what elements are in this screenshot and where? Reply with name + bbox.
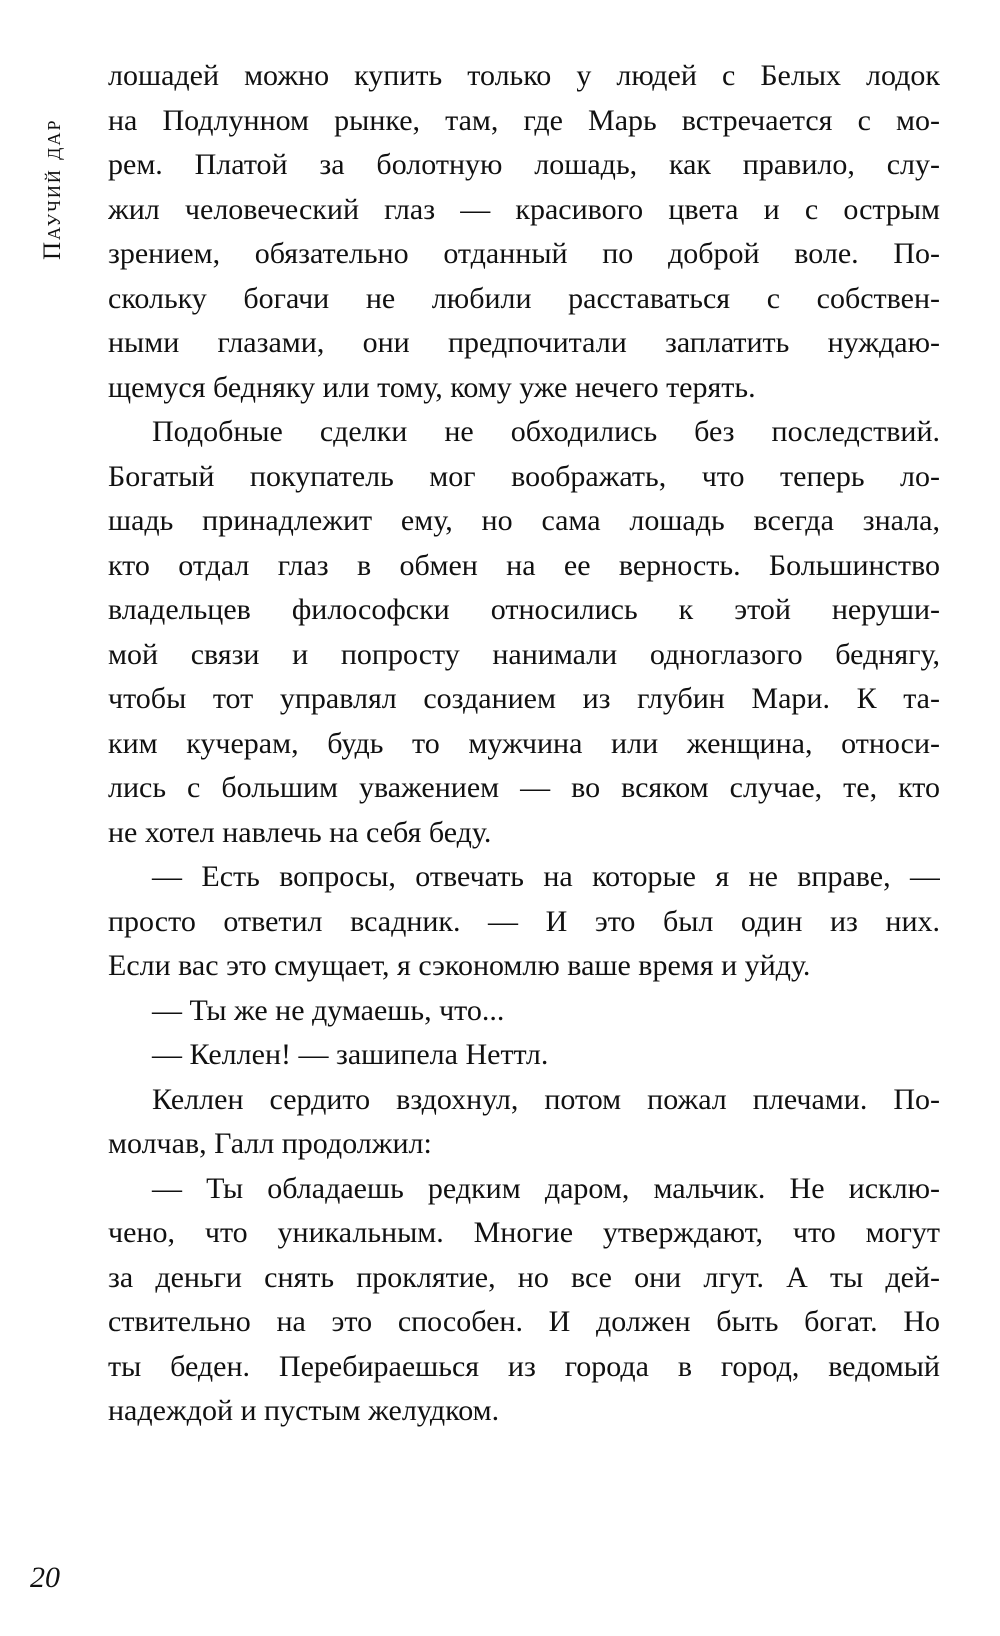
text-line: — Келлен! — зашипела Неттл.	[152, 1038, 549, 1071]
text-line: просто ответил всадник. — И это был один из них.	[108, 904, 940, 938]
text-line: чено, что уникальным. Многие утверждают, что могут	[108, 1216, 940, 1249]
text-line: Богатый покупатель мог воображать, что теперь ло-	[108, 459, 940, 493]
text-line: — Есть вопросы, отвечать на которые я не вправе, —	[152, 860, 940, 893]
page-number: 20	[30, 1561, 60, 1594]
text-line: мой связи и попросту нанимали одноглазого беднягу,	[108, 637, 940, 671]
text-line: лошадей можно купить только у людей с Белых лодок	[108, 59, 940, 92]
text-line: лись с большим уважением — во всяком случае, те, кто	[108, 771, 940, 804]
text-line: рем. Платой за болотную лошадь, как правило, слу-	[108, 148, 940, 181]
text-line: зрением, обязательно отданный по доброй воле. По-	[108, 237, 940, 270]
text-line: ты беден. Перебираешься из города в город, ведомый	[108, 1349, 940, 1383]
text-line: — Ты обладаешь редким даром, мальчик. Не исклю-	[152, 1171, 940, 1205]
text-line: ким кучерам, будь то мужчина или женщина, относи-	[108, 726, 940, 760]
text-line: за деньги снять проклятие, но все они лгут. А ты дей-	[108, 1260, 940, 1294]
text-line: чтобы тот управлял созданием из глубин Мари. К та-	[108, 682, 940, 715]
text-line: Подобные сделки не обходились без последствий.	[152, 415, 940, 448]
text-line: ными глазами, они предпочитали заплатить нуждаю-	[108, 326, 940, 359]
body-text	[108, 54, 940, 1434]
text-line: жил человеческий глаз — красивого цвета и с острым	[108, 192, 940, 226]
text-line: не хотел навлечь на себя беду.	[108, 815, 492, 849]
text-line: — Ты же не думаешь, что...	[152, 993, 505, 1027]
text-line: надеждой и пустым желудком.	[108, 1394, 500, 1427]
text-line: скольку богачи не любили расставаться с собствен-	[108, 281, 940, 315]
text-line: кто отдал глаз в обмен на ее верность. Большинство	[108, 548, 940, 582]
text-line: Если вас это смущает, я сэкономлю ваше время и уйду.	[108, 949, 811, 982]
running-head: Паучий дар	[39, 118, 66, 260]
text-line: на Подлунном рынке, там, где Марь встречается с мо-	[108, 103, 940, 137]
text-line: ствительно на это способен. И должен быть богат. Но	[108, 1305, 940, 1338]
text-line: щемуся бедняку или тому, кому уже нечего терять.	[108, 370, 756, 404]
text-line: Келлен сердито вздохнул, потом пожал плечами. По-	[152, 1082, 940, 1116]
text-line: владельцев философски относились к этой неруши-	[108, 593, 940, 626]
text-line: шадь принадлежит ему, но сама лошадь всегда знала,	[108, 504, 940, 537]
text-line: молчав, Галл продолжил:	[108, 1127, 432, 1160]
